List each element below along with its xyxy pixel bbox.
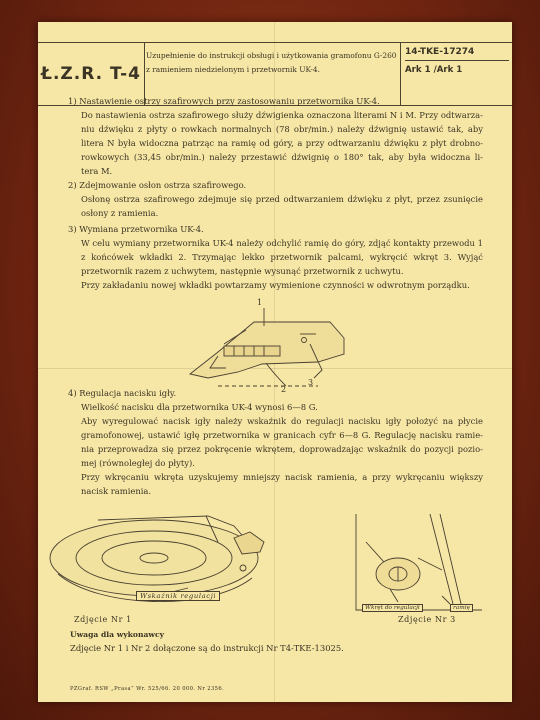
section-3-line: przetwornik razem z uchwytem, następnie wysunąć przetwornik z uchwytu. [81, 266, 404, 276]
section-1-heading: 1) Nastawienie ostrzy szafirowych przy zastosowaniu przetwornika UK-4. [68, 96, 380, 106]
section-1-line: niu dźwięku z płyty o rowkach normalnych (78 obr/min.) należy dźwignię ustawić tak, aby [81, 124, 483, 134]
subject-line: z ramieniem niedzielonym i przetwornik UK-4. [146, 65, 320, 74]
diagram-label-2: 2 [281, 385, 287, 394]
note-title: Uwaga dla wykonawcy [70, 630, 165, 639]
arm-adjustment-sketch [38, 22, 512, 702]
section-3-line: Przy zakładaniu nowej wkładki powtarzamy wymienione czynności w odwrotnym porządku. [81, 280, 470, 290]
subject-line: Uzupełnienie do instrukcji obsługi i użytkowania gramofonu G-260 [146, 51, 397, 60]
print-footer: PZGraf. RSW „Prasa” Wr. 525/66. 20 000. Nr 2356. [70, 686, 225, 692]
section-4-line: mej (równoległej do płyty). [81, 458, 195, 468]
diagram-label-3: 3 [308, 378, 314, 387]
section-1-line: litera N była widoczna patrząc na ramię od góry, a przy odtwarzaniu dźwięku z płyt drobno- [81, 138, 483, 148]
section-1-line: Do nastawienia ostrza szafirowego służy dźwigienka oznaczona literami N i M. Przy odtwarza- [81, 110, 483, 120]
note-text: Zdjęcie Nr 1 i Nr 2 dołączone są do instrukcji Nr T4-TKE-13025. [70, 643, 344, 653]
sheet-number: Ark 1 /Ark 1 [405, 65, 463, 75]
caption-photo-3: Zdjęcie Nr 3 [398, 615, 456, 624]
diagram-label-1: 1 [257, 298, 263, 307]
photo-1-label: Wskaźnik regulacji [136, 591, 220, 601]
photo-3-label-screw: Wkręt do regulacji [362, 604, 423, 612]
section-1-line: rowkowych (33,45 obr/min.) należy przestawić dźwignię o 180° tak, aby była widoczna li- [81, 152, 483, 162]
section-2-line: osłony z ramienia. [81, 208, 159, 218]
document-code: 14-TKE-17274 [405, 47, 509, 61]
section-4-line: Przy wkręcaniu wkręta uzyskujemy mniejszy nacisk ramienia, a przy wykręcaniu większy [81, 472, 483, 482]
section-4-line: gramofonowej, ustawić igłę przetwornika w granicach cyfr 6—8 G. Regulację nacisku ramie- [81, 430, 483, 440]
section-4-heading: 4) Regulacja nacisku igły. [68, 388, 177, 398]
section-4-line: nia przeprowadza się przez pokręcenie wkrętem, doprowadzając wskaźnik do pozycji pozio- [81, 444, 483, 454]
section-3-line: W celu wymiany przetwornika UK-4 należy odchylić ramię do góry, zdjąć kontakty przewodu 1 [81, 238, 483, 248]
section-2-line: Osłonę ostrza szafirowego zdejmuje się przed odtwarzaniem dźwięku z płyt, przez zsunięcie [81, 194, 483, 204]
section-3-heading: 3) Wymiana przetwornika UK-4. [68, 224, 204, 234]
section-4-line: nacisk ramienia. [81, 486, 152, 496]
series-title: Ł.Z.R. T-4 [38, 43, 145, 105]
section-3-line: z końcówek wkładki 2. Trzymając lekko przetwornik palcami, wykręcić wkręt 3. Wyjąć [81, 252, 483, 262]
photo-3-label-arm: ramię [450, 604, 473, 612]
section-4-line: Aby wyregulować nacisk igły należy wskaźnik do regulacji nacisku igły położyć na płycie [81, 416, 483, 426]
caption-photo-1: Zdjęcie Nr 1 [74, 615, 132, 624]
section-4-line: Wielkość nacisku dla przetwornika UK-4 wynosi 6—8 G. [81, 402, 318, 412]
document-sheet [38, 22, 512, 702]
section-1-line: tera M. [81, 166, 113, 176]
section-2-heading: 2) Zdejmowanie osłon ostrza szafirowego. [68, 180, 247, 190]
